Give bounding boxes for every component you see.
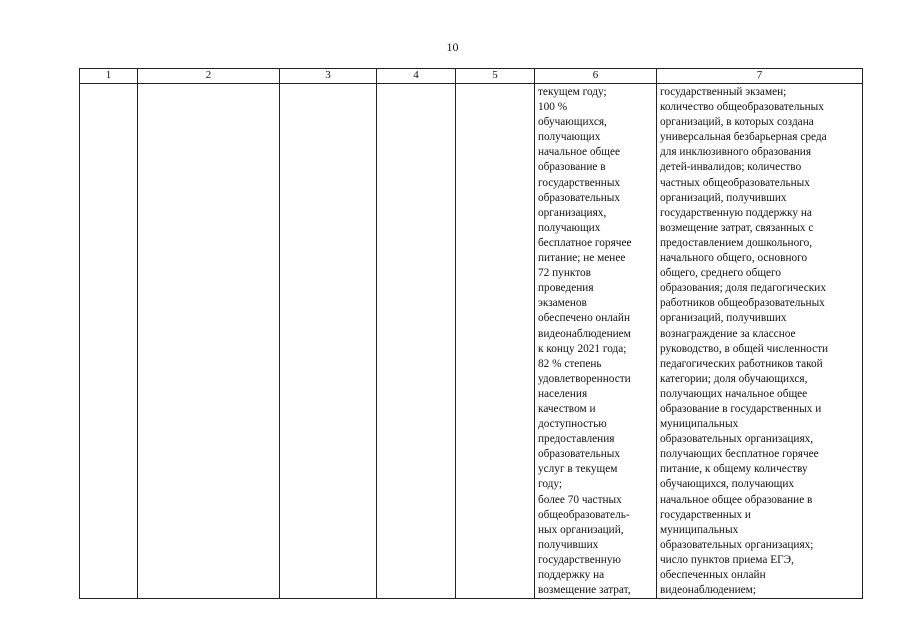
- cell-col-3-text: [280, 84, 376, 85]
- column-number-7: 7: [657, 69, 863, 84]
- cell-col-6: [535, 84, 657, 599]
- page-number: 10: [446, 40, 459, 54]
- cell-col-3: [280, 84, 377, 599]
- column-number-6: 6: [535, 69, 657, 84]
- column-number-row: [80, 69, 863, 84]
- cell-col-1-text: [80, 84, 137, 85]
- cell-col-7: [657, 84, 863, 599]
- cell-col-1: [80, 84, 138, 599]
- cell-col-2: [138, 84, 280, 599]
- column-number-4: 4: [377, 69, 456, 84]
- cell-col-2-text: [138, 84, 279, 85]
- column-number-2: 2: [138, 69, 280, 84]
- cell-col-5: [456, 84, 535, 599]
- cell-col-6-text: текущем году; 100 % обучающихся, получающих начальное общее образование в государственных образовательных организациях, получающих бесплатное горячее питание; не менее 72 пунктов проведения экзаменов обеспечено онлайн видеонаблюдением к концу 2021 года; 82 % степень удовлетворенности населения качеством и доступностью предоставления образовательных услуг в текущем году; более 70 частных общеобразователь- ных организаций, получивших государственную поддержку на возмещение затрат,: [538, 86, 632, 597]
- cell-col-7-text: государственный экзамен; количество общеобразовательных организаций, в которых создана универсальная безбарьерная среда для инклюзивного образования детей-инвалидов; количество частных общеобразовательных организаций, получивших государственную поддержку на возмещение затрат, связанных с предоставлением дошкольного, начального общего, основного общего, среднего общего образования; доля педагогических работников общеобразовательных организаций, получивших вознаграждение за классное руководство, в общей численности педагогических работников такой категории; доля обучающихся, получающих начальное общее образование в государственных и муниципальных образовательных организациях, получающих бесплатное горячее питание, к общему количеству обучающихся, получающих начальное общее образование в государственных и муниципальных образовательных организациях; число пунктов приема ЕГЭ, обеспеченных онлайн видеонаблюдением;: [660, 86, 829, 597]
- column-number-3: 3: [280, 69, 377, 84]
- cell-col-5-text: [456, 84, 534, 85]
- cell-col-4-text: [377, 84, 455, 85]
- column-number-1: 1: [80, 69, 138, 84]
- cell-col-4: [377, 84, 456, 599]
- document-table: [79, 68, 863, 599]
- column-number-5: 5: [456, 69, 535, 84]
- table-row: [80, 84, 863, 599]
